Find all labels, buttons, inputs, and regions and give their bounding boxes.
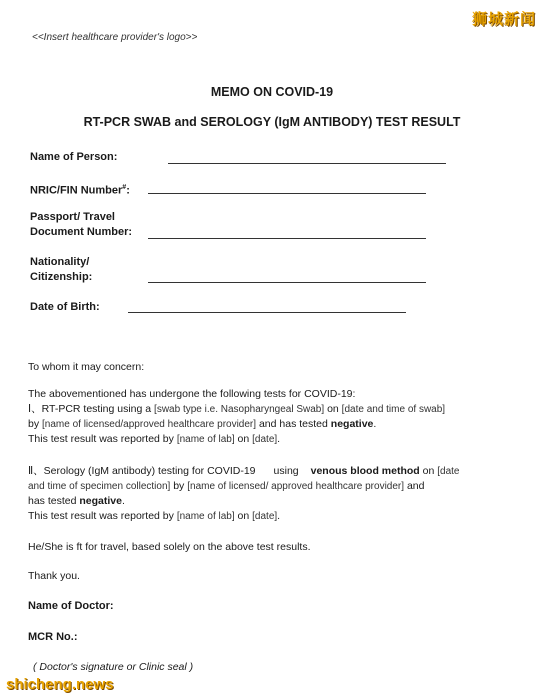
dob-line: [128, 312, 406, 313]
p1-text-i: .: [373, 418, 377, 430]
signature-line: ( Doctor's signature or Clinic seal ): [33, 661, 194, 673]
provider-blank-1: [name of licensed/approved healthcare provider]: [42, 419, 257, 430]
nric-label: [30, 180, 130, 199]
lab-blank-1: [name of lab]: [176, 434, 235, 445]
swab-type-blank: [swab type i.e. Nasopharyngeal Swab]: [154, 404, 325, 415]
logo-placeholder: <<Insert healthcare provider's logo>>: [32, 32, 198, 43]
p2-text-l: .: [121, 495, 125, 507]
p1-text-e: by: [28, 418, 43, 430]
p1-line-3: [28, 432, 498, 447]
specimen-date-blank-a: [date: [437, 466, 460, 477]
p2-line-4: [28, 509, 498, 524]
test-title: RT-PCR SWAB and SEROLOGY (IgM ANTIBODY) TEST RESULT: [83, 115, 461, 129]
p2-line-3: [28, 494, 498, 509]
p2-line-2: [28, 479, 498, 494]
specimen-date-blank-b: and time of specimen collection]: [28, 481, 171, 492]
nationality-label-2: Citizenship:: [30, 271, 93, 283]
lab-blank-2: [name of lab]: [176, 511, 235, 522]
date-blank-2: [date]: [252, 511, 278, 522]
p2-text-j: has tested: [28, 495, 80, 507]
passport-label-2: Document Number:: [30, 226, 133, 238]
p1-text-g: and has tested: [256, 418, 331, 430]
dob-label: Date of Birth:: [30, 301, 100, 313]
fit-for-travel: He/She is ft for travel, based solely on the above test results.: [28, 541, 311, 553]
p1-text-n: .: [277, 433, 281, 445]
date-blank-1: [date]: [252, 434, 278, 445]
doctor-name-label: Name of Doctor:: [28, 600, 114, 612]
p1-line-1: [28, 402, 498, 417]
p1-text-j: This test result was reported by: [28, 433, 177, 445]
p2-line-1: [28, 464, 498, 479]
p2-text-g: by: [170, 480, 188, 492]
swab-date-blank: [date and time of swab]: [341, 404, 446, 415]
passport-line: [148, 238, 426, 239]
tests-paragraph-2: [28, 464, 498, 524]
intro-line: The abovementioned has undergone the following tests for COVID-19:: [28, 388, 356, 400]
watermark-top: 狮城新闻: [471, 11, 536, 28]
p2-text-a: Ⅱ、Serology (IgM antibody) testing for COVID-19: [28, 465, 256, 477]
nric-label-sup: #: [122, 184, 127, 191]
p2-text-i: and: [404, 480, 425, 492]
tests-paragraph-1: [28, 387, 498, 447]
name-line: [168, 163, 446, 164]
p2-text-d: on: [419, 465, 438, 477]
thank-you: Thank you.: [28, 570, 80, 582]
p1-text-l: on: [234, 433, 253, 445]
nric-line: [148, 193, 426, 194]
p2-text-b: using: [273, 465, 299, 477]
watermark-bottom: shicheng.news: [6, 676, 114, 693]
p2-text-m: This test result was reported by: [28, 510, 177, 522]
p1-text-c: on: [324, 403, 342, 415]
p1-line-2: [28, 417, 498, 432]
name-label: Name of Person:: [30, 151, 118, 163]
mcr-label: MCR No.:: [28, 631, 78, 643]
nric-label-main: NRIC/FIN Number: [30, 184, 123, 197]
memo-title: MEMO ON COVID-19: [210, 85, 334, 99]
result-negative-2: negative: [79, 495, 122, 507]
passport-label-1: Passport/ Travel: [30, 211, 115, 223]
nationality-line: [148, 282, 426, 283]
p2-text-o: on: [234, 510, 253, 522]
nationality-label-1: Nationality/: [30, 256, 90, 268]
p2-text-q: .: [277, 510, 281, 522]
nric-label-colon: :: [126, 184, 130, 197]
venous-method: venous blood method: [310, 465, 420, 477]
salutation: To whom it may concern:: [28, 361, 145, 373]
provider-blank-2: [name of licensed/ approved healthcare provider]: [187, 481, 405, 492]
result-negative-1: negative: [330, 418, 374, 430]
p1-text-a: Ⅰ、RT-PCR testing using a: [28, 403, 155, 415]
